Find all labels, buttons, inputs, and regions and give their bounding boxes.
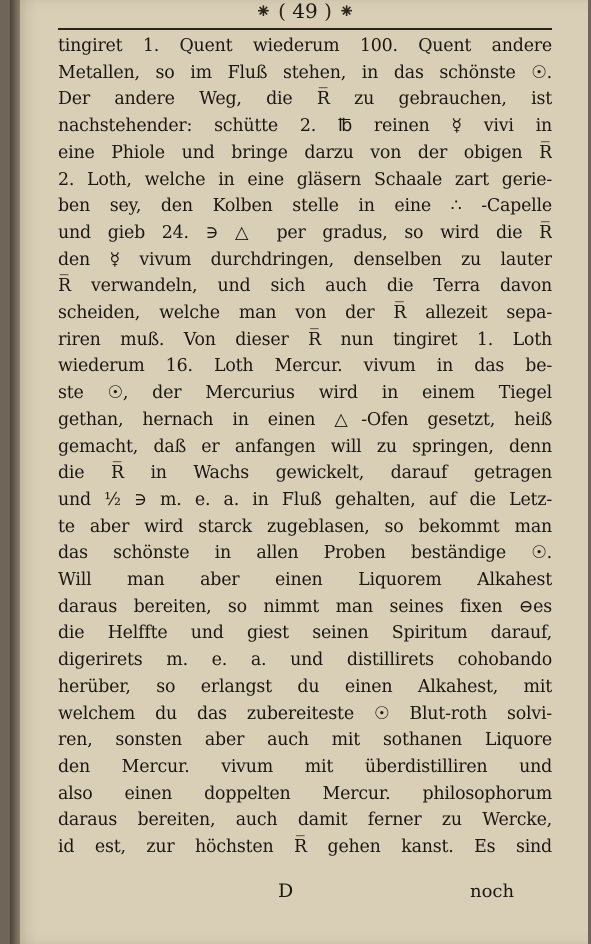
book-page [10,0,588,944]
text-line: id est, zur höchsten R̅ gehen kanst. Es sind [58,837,552,858]
text-line: scheiden, welche man von der R̅ allezeit sepa- [58,303,552,324]
text-line: Will man aber einen Liquorem Alkahest [58,570,552,591]
catchword: noch [470,881,515,902]
text-line: den ☿ vivum durchdringen, denselben zu lauter [58,249,552,270]
header-rule [58,28,552,30]
text-line: Metallen, so im Fluß stehen, in das schönste ☉. [58,62,552,83]
text-line: also einen doppelten Mercur. philosophorum [58,783,552,804]
text-line: wiederum 16. Loth Mercur. vivum in das be- [58,356,552,377]
text-line: gemacht, daß er anfangen will zu springen, denn [58,436,552,457]
text-line: den Mercur. vivum mit überdistilliren und [58,756,552,777]
text-line: ren, sonsten aber auch mit sothanen Liquore [58,730,552,751]
text-line: digerirets m. e. a. und distillirets cohobando [58,650,552,671]
text-line: gethan, hernach in einen △-Ofen gesetzt, heiß [58,409,552,430]
text-line: nachstehender: schütte 2. ℔ reinen ☿ vivi in [58,116,552,137]
text-line: Der andere Weg, die R̅ zu gebrauchen, ist [58,89,552,110]
text-line: te aber wird starck zugeblasen, so bekommt man [58,516,552,537]
header-ornament-left: ⁕ ( [254,0,286,23]
text-line: daraus bereiten, so nimmt man seines fixen ⊖es [58,596,552,617]
page-header [50,0,560,22]
text-line: 2. Loth, welche in eine gläsern Schaale zart gerie- [58,169,552,190]
text-line: R̅ verwandeln, und sich auch die Terra davon [58,276,552,297]
text-line: eine Phiole und bringe darzu von der obigen R̅ [58,142,552,163]
text-line: und ½ ∋ m. e. a. in Fluß gehalten, auf die Letz- [58,489,552,510]
text-line: herüber, so erlangst du einen Alkahest, mit [58,676,552,697]
text-line: die Helffte und giest seinen Spiritum darauf, [58,623,552,644]
text-line: tingiret 1. Quent wiederum 100. Quent andere [58,36,552,56]
book-gutter [10,0,20,944]
text-line: die R̅ in Wachs gewickelt, darauf getragen [58,463,552,484]
signature-mark: D [278,880,294,902]
text-line: daraus bereiten, auch damit ferner zu Wercke, [58,810,552,831]
text-line: ste ☉, der Mercurius wird in einem Tiegel [58,383,552,404]
page-number: 49 [292,0,318,23]
text-line: riren muß. Von dieser R̅ nun tingiret 1. Loth [58,329,552,350]
header-ornament-right: ) ⁕ [324,0,355,23]
text-line: welchem du das zubereiteste ☉ Blut-roth solvi- [58,703,552,724]
page-body-text [58,33,552,861]
text-line: und gieb 24. ∋ △ per gradus, so wird die R̅ [58,222,552,243]
text-line: ben sey, den Kolben stelle in eine ∴ -Capelle [58,196,552,217]
text-line: das schönste in allen Proben beständige ☉. [58,543,552,564]
